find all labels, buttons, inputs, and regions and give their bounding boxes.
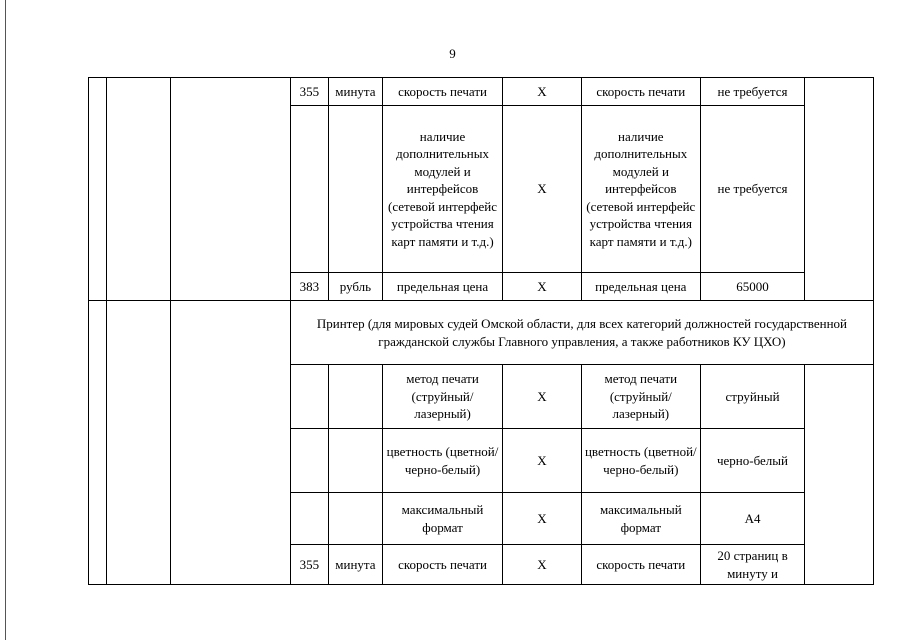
code-cell (290, 365, 328, 429)
characteristic-cell: метод печати (струйный/ лазерный) (383, 365, 503, 429)
value-cell: 20 страниц в минуту и (700, 545, 805, 585)
empty-cell (89, 301, 107, 585)
unit-cell: минута (328, 545, 382, 585)
page-number: 9 (449, 46, 456, 61)
limit-characteristic-cell: метод печати (струйный/ лазерный) (581, 365, 700, 429)
value-cell: А4 (700, 493, 805, 545)
code-cell: 383 (290, 273, 328, 301)
unit-cell (328, 106, 382, 273)
left-margin-line (5, 0, 6, 640)
limit-characteristic-cell: максимальный формат (581, 493, 700, 545)
empty-cell (805, 78, 874, 301)
value-cell: струйный (700, 365, 805, 429)
value-cell: не требуется (700, 78, 805, 106)
x-cell: X (502, 78, 581, 106)
empty-cell (170, 78, 290, 301)
characteristic-cell: максимальный формат (383, 493, 503, 545)
x-cell: X (502, 545, 581, 585)
empty-cell (170, 301, 290, 585)
unit-cell (328, 365, 382, 429)
characteristic-cell: цветность (цветной/ черно-белый) (383, 429, 503, 493)
limit-characteristic-cell: скорость печати (581, 78, 700, 106)
empty-cell (107, 301, 171, 585)
table-row (89, 301, 874, 365)
characteristic-cell: скорость печати (383, 545, 503, 585)
code-cell (290, 429, 328, 493)
code-cell (290, 493, 328, 545)
section-title: Принтер (для мировых судей Омской области, для всех категорий должностей государственной гражданской службы Главного управления, а также работников КУ ЦХО) (290, 301, 873, 365)
code-cell: 355 (290, 78, 328, 106)
limit-characteristic-cell: наличие дополнительных модулей и интерфейсов (сетевой интерфейс устройства чтения карт памяти и т.д.) (581, 106, 700, 273)
characteristic-cell: наличие дополнительных модулей и интерфейсов (сетевой интерфейс устройства чтения карт памяти и т.д.) (383, 106, 503, 273)
unit-cell (328, 429, 382, 493)
empty-cell (805, 365, 874, 585)
code-cell: 355 (290, 545, 328, 585)
x-cell: X (502, 106, 581, 273)
value-cell: не требуется (700, 106, 805, 273)
limit-characteristic-cell: скорость печати (581, 545, 700, 585)
limit-characteristic-cell: предельная цена (581, 273, 700, 301)
value-cell: черно-белый (700, 429, 805, 493)
unit-cell: рубль (328, 273, 382, 301)
table-row (89, 78, 874, 106)
empty-cell (107, 78, 171, 301)
x-cell: X (502, 493, 581, 545)
requirements-table (88, 77, 874, 585)
limit-characteristic-cell: цветность (цветной/ черно-белый) (581, 429, 700, 493)
x-cell: X (502, 429, 581, 493)
empty-cell (89, 78, 107, 301)
unit-cell (328, 493, 382, 545)
unit-cell: минута (328, 78, 382, 106)
x-cell: X (502, 273, 581, 301)
value-cell: 65000 (700, 273, 805, 301)
code-cell (290, 106, 328, 273)
x-cell: X (502, 365, 581, 429)
characteristic-cell: предельная цена (383, 273, 503, 301)
characteristic-cell: скорость печати (383, 78, 503, 106)
